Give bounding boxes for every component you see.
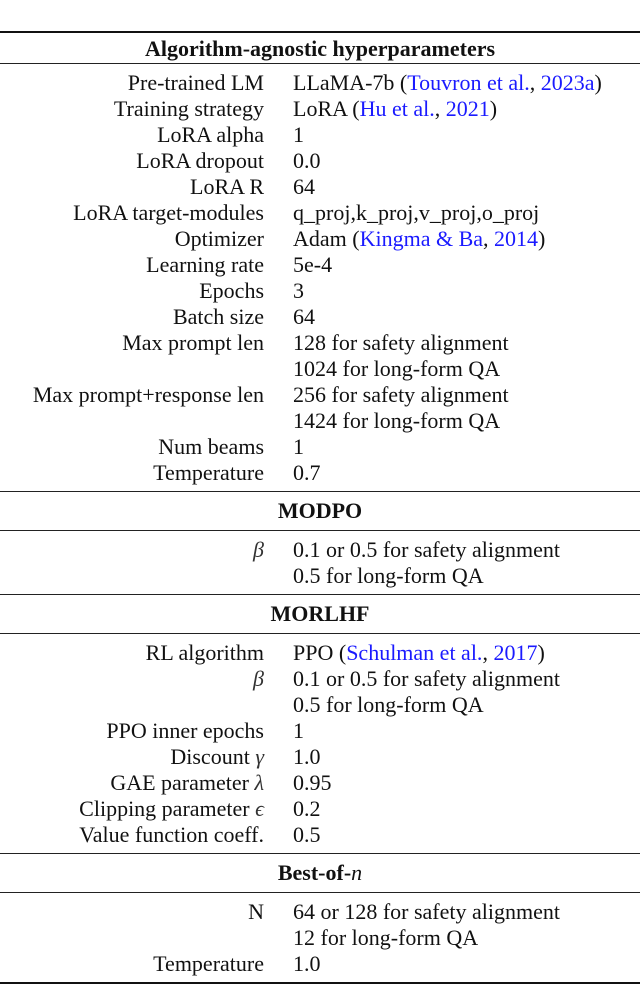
param-value <box>293 174 315 200</box>
table-row <box>0 666 640 718</box>
value-text: 0.1 or 0.5 for safety alignment <box>293 666 560 691</box>
value-line <box>293 330 509 356</box>
section-title: Best-of- <box>277 860 352 885</box>
table-row <box>0 122 640 148</box>
value-line <box>293 382 509 408</box>
section-header <box>0 33 640 63</box>
value-text: q_proj,k_proj,v_proj,o_proj <box>293 200 540 225</box>
citation-link[interactable]: 2017 <box>493 640 538 665</box>
param-value <box>293 278 304 304</box>
param-label <box>0 744 264 770</box>
table-row <box>0 278 640 304</box>
param-label <box>0 148 264 174</box>
table-row <box>0 434 640 460</box>
param-label <box>0 537 264 589</box>
value-text: 0.2 <box>293 796 321 821</box>
value-line <box>293 434 304 460</box>
param-label-text: Value function coeff. <box>79 822 264 847</box>
value-text: Adam ( <box>293 226 360 251</box>
param-symbol: β <box>253 537 264 562</box>
table-row <box>0 174 640 200</box>
citation-link[interactable]: Hu et al. <box>359 96 435 121</box>
value-text: 0.5 <box>293 822 321 847</box>
value-line <box>293 70 602 96</box>
value-text: 128 for safety alignment <box>293 330 509 355</box>
param-label <box>0 226 264 252</box>
param-label-text: Max prompt+response len <box>32 382 264 407</box>
value-text: ) <box>594 70 602 95</box>
value-text: 1424 for long-form QA <box>293 408 501 433</box>
param-value <box>293 330 509 382</box>
value-line <box>293 537 560 563</box>
param-label-text: LoRA R <box>190 174 264 199</box>
table-row <box>0 70 640 96</box>
value-line <box>293 278 304 304</box>
value-line <box>293 174 315 200</box>
param-label <box>0 770 264 796</box>
citation-link[interactable]: 2014 <box>494 226 539 251</box>
value-line <box>293 951 321 977</box>
citation-link[interactable]: Schulman et al. <box>346 640 483 665</box>
param-value <box>293 718 304 744</box>
value-line <box>293 148 321 174</box>
param-label <box>0 822 264 848</box>
param-label <box>0 330 264 382</box>
param-symbol: ϵ <box>255 796 264 821</box>
param-label <box>0 666 264 718</box>
value-line <box>293 692 560 718</box>
param-value <box>293 148 321 174</box>
param-value <box>293 200 539 226</box>
value-line <box>293 304 315 330</box>
value-text: 0.5 for long-form QA <box>293 563 484 588</box>
param-label <box>0 304 264 330</box>
value-text: ) <box>538 226 546 251</box>
value-line <box>293 96 497 122</box>
value-text: 0.5 for long-form QA <box>293 692 484 717</box>
section-header <box>0 595 640 633</box>
section-title-symbol: n <box>351 860 363 885</box>
table-rule <box>0 982 640 984</box>
value-text: 12 for long-form QA <box>293 925 479 950</box>
param-label-text: Epochs <box>199 278 264 303</box>
value-text: , <box>529 70 541 95</box>
param-value <box>293 951 321 977</box>
value-line <box>293 796 321 822</box>
section-title: MORLHF <box>270 601 370 626</box>
citation-link[interactable]: 2021 <box>445 96 490 121</box>
value-text: 1024 for long-form QA <box>293 356 501 381</box>
value-text: ) <box>489 96 498 121</box>
value-text: 0.1 or 0.5 for safety alignment <box>293 537 560 562</box>
citation-link[interactable]: Kingma & Ba <box>359 226 484 251</box>
param-label-text: Discount <box>170 744 256 769</box>
table-row <box>0 330 640 382</box>
param-label-text: LoRA dropout <box>136 148 264 173</box>
value-line <box>293 770 332 796</box>
param-label <box>0 434 264 460</box>
param-value <box>293 796 321 822</box>
param-value <box>293 744 321 770</box>
value-text: 256 for safety alignment <box>293 382 509 407</box>
value-text: 64 or 128 for safety alignment <box>293 899 560 924</box>
value-line <box>293 460 321 486</box>
param-label <box>0 200 264 226</box>
param-label-text: Max prompt len <box>122 330 264 355</box>
param-label <box>0 796 264 822</box>
value-line <box>293 822 321 848</box>
param-value <box>293 96 497 122</box>
section-header <box>0 492 640 530</box>
value-line <box>293 899 560 925</box>
table-row <box>0 899 640 951</box>
table-row <box>0 951 640 977</box>
param-label <box>0 951 264 977</box>
section-body <box>0 64 640 491</box>
value-text: PPO ( <box>293 640 347 665</box>
value-text: 1.0 <box>293 951 321 976</box>
param-label-text: Pre-trained LM <box>127 70 264 95</box>
param-label-text: Learning rate <box>146 252 264 277</box>
param-value <box>293 122 304 148</box>
param-label <box>0 278 264 304</box>
param-label-text: Clipping parameter <box>79 796 256 821</box>
param-symbol: λ <box>254 770 264 795</box>
hyperparameter-table <box>0 31 640 984</box>
table-row <box>0 744 640 770</box>
param-value <box>293 252 332 278</box>
param-value <box>293 666 560 718</box>
value-line <box>293 744 321 770</box>
param-value <box>293 226 545 252</box>
table-row <box>0 640 640 666</box>
param-label <box>0 899 264 951</box>
param-label-text: Num beams <box>158 434 264 459</box>
table-row <box>0 796 640 822</box>
table-row <box>0 822 640 848</box>
param-value <box>293 460 321 486</box>
param-label-text: LoRA alpha <box>157 122 264 147</box>
param-symbol: γ <box>255 744 264 769</box>
value-text: 5e-4 <box>293 252 333 277</box>
value-text: 0.7 <box>293 460 321 485</box>
param-label-text: Temperature <box>153 951 264 976</box>
param-label <box>0 96 264 122</box>
param-value <box>293 822 321 848</box>
param-value <box>293 70 602 96</box>
table-row <box>0 96 640 122</box>
table-row <box>0 148 640 174</box>
value-line <box>293 122 304 148</box>
value-text: , <box>482 640 494 665</box>
value-line <box>293 356 509 382</box>
param-label-text: LoRA target-modules <box>73 200 264 225</box>
param-label-text: PPO inner epochs <box>106 718 264 743</box>
section-title: MODPO <box>277 498 363 523</box>
table-row <box>0 304 640 330</box>
value-text: LoRA ( <box>293 96 360 121</box>
section-body <box>0 634 640 853</box>
param-value <box>293 434 304 460</box>
table-row <box>0 718 640 744</box>
param-label-text: Temperature <box>153 460 264 485</box>
param-label <box>0 70 264 96</box>
table-row <box>0 382 640 434</box>
param-label <box>0 122 264 148</box>
param-value <box>293 304 315 330</box>
value-text: 0.95 <box>293 770 332 795</box>
value-text: 1 <box>293 434 304 459</box>
value-line <box>293 563 560 589</box>
table-row <box>0 252 640 278</box>
value-line <box>293 200 539 226</box>
param-value <box>293 899 560 951</box>
section-header <box>0 854 640 892</box>
value-text: , <box>434 96 446 121</box>
param-label-text: GAE parameter <box>110 770 255 795</box>
value-text: 0.0 <box>293 148 321 173</box>
param-symbol: β <box>253 666 264 691</box>
value-text: 64 <box>293 304 315 329</box>
value-line <box>293 640 545 666</box>
value-line <box>293 226 545 252</box>
param-label <box>0 174 264 200</box>
value-text: , <box>483 226 495 251</box>
value-text: LLaMA-7b ( <box>293 70 408 95</box>
table-row <box>0 226 640 252</box>
param-value <box>293 382 509 434</box>
param-label-text: Training strategy <box>113 96 264 121</box>
param-label <box>0 718 264 744</box>
table-row <box>0 537 640 589</box>
value-text: 1.0 <box>293 744 321 769</box>
param-value <box>293 770 332 796</box>
section-title: Algorithm-agnostic hyperparameters <box>144 36 496 61</box>
value-line <box>293 252 332 278</box>
param-label-text: RL algorithm <box>145 640 264 665</box>
citation-link[interactable]: Touvron et al. <box>407 70 530 95</box>
table-row <box>0 460 640 486</box>
param-value <box>293 537 560 589</box>
value-line <box>293 925 560 951</box>
value-line <box>293 666 560 692</box>
table-row <box>0 770 640 796</box>
param-label-text: Batch size <box>172 304 264 329</box>
citation-link[interactable]: 2023a <box>540 70 595 95</box>
value-text: 3 <box>293 278 304 303</box>
param-label-text: Optimizer <box>174 226 264 251</box>
param-label <box>0 252 264 278</box>
value-text: ) <box>537 640 545 665</box>
table-row <box>0 200 640 226</box>
param-label-text: N <box>248 899 264 924</box>
param-label <box>0 460 264 486</box>
value-text: 64 <box>293 174 315 199</box>
param-value <box>293 640 545 666</box>
value-line <box>293 408 509 434</box>
param-label <box>0 640 264 666</box>
value-text: 1 <box>293 718 304 743</box>
value-line <box>293 718 304 744</box>
param-label <box>0 382 264 434</box>
section-body <box>0 893 640 982</box>
section-body <box>0 531 640 594</box>
value-text: 1 <box>293 122 304 147</box>
